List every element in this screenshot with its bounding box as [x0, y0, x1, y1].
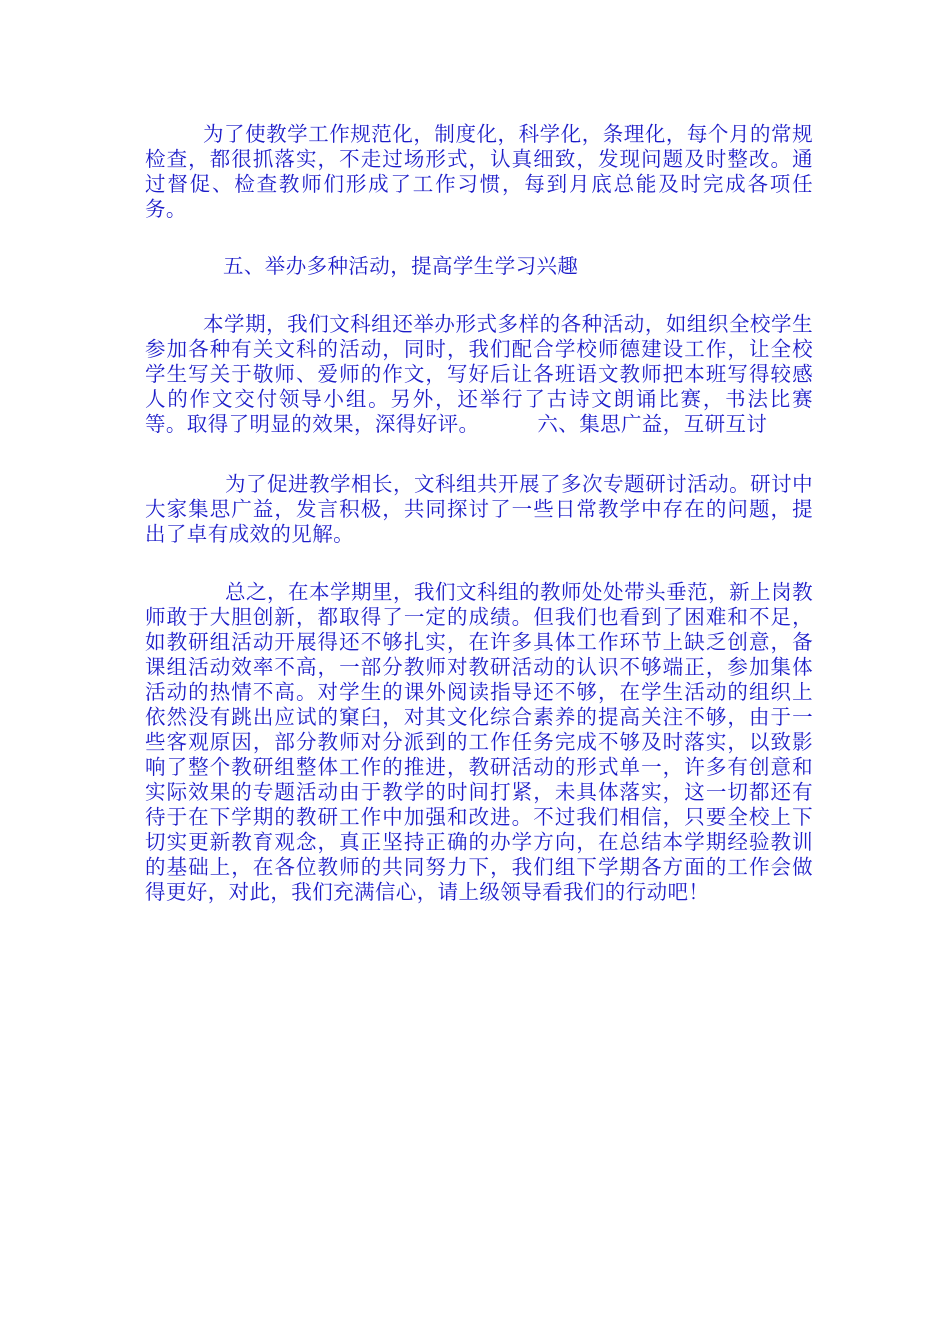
paragraph-activities — [145, 312, 813, 437]
section-heading-discussion: 六、集思广益，互研互讨 — [537, 412, 768, 436]
document-page — [145, 122, 813, 905]
section-heading-activities: 五、举办多种活动，提高学生学习兴趣 — [223, 254, 579, 278]
paragraph-routine-inspection: 为了使教学工作规范化，制度化，科学化，条理化，每个月的常规检查，都很抓落实，不走过场形式，认真细致，发现问题及时整改。通过督促、检查教师们形成了工作习惯，每到月底总能及时完成各项任务。 — [145, 122, 813, 221]
paragraph-summary: 总之，在本学期里，我们文科组的教师处处带头垂范，新上岗教师敢于大胆创新，都取得了一定的成绩。但我们也看到了困难和不足，如教研组活动开展得还不够扎实，在许多具体工作环节上缺乏创意，备课组活动效率不高，一部分教师对教研活动的认识不够端正，参加集体活动的热情不高。对学生的课外阅读指导还不够，在学生活动的组织上依然没有跳出应试的窠臼，对其文化综合素养的提高关注不够，由于一些客观原因，部分教师对分派到的工作任务完成不够及时落实，以致影响了整个教研组整体工作的推进，教研活动的形式单一，许多有创意和实际效果的专题活动由于教学的时间打紧，未具体落实，这一切都还有待于在下学期的教研工作中加强和改进。不过我们相信，只要全校上下切实更新教育观念，真正坚持正确的办学方向，在总结本学期经验教训的基础上，在各位教师的共同努力下，我们组下学期各方面的工作会做得更好，对此，我们充满信心，请上级领导看我们的行动吧！ — [145, 580, 813, 904]
paragraph-activities-text: 本学期，我们文科组还举办形式多样的各种活动，如组织全校学生参加各种有关文科的活动，同时，我们配合学校师德建设工作，让全校学生写关于敬师、爱师的作文，写好后让各班语文教师把本班写得较感人的作文交付领导小组。另外，还举行了古诗文朗诵比赛，书法比赛等。取得了明显的效果，深得好评。 — [145, 312, 813, 436]
paragraph-seminars: 为了促进教学相长，文科组共开展了多次专题研讨活动。研讨中大家集思广益，发言积极，共同探讨了一些日常教学中存在的问题，提出了卓有成效的见解。 — [145, 472, 813, 546]
